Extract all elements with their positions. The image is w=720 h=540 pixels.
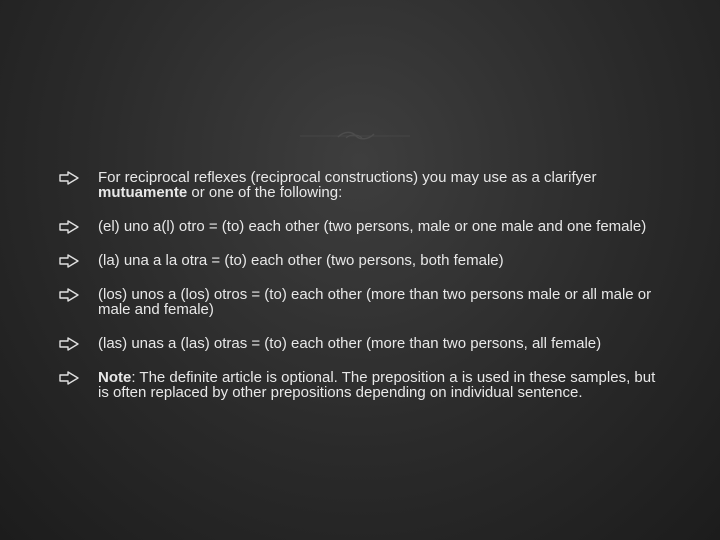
bullet-text: (la) una a la otra = (to) each other (two persons, both female): [98, 252, 504, 269]
bullet-text: (los) unos a (los) otros = (to) each other (more than two persons male or all male or male and female): [98, 286, 652, 318]
hollow-arrow-bullet-icon: [58, 371, 80, 385]
bullet-item-clarifyer: [58, 170, 658, 200]
bullet-bold-term: mutuamente: [98, 184, 188, 201]
hollow-arrow-bullet-icon: [58, 288, 80, 302]
hollow-arrow-bullet-icon: [58, 171, 80, 185]
title-ornament-divider: [300, 128, 410, 142]
bullet-text: For reciprocal reflexes (reciprocal constructions) you may use as a clarifyer: [98, 169, 597, 186]
bullet-item-las-unas: [58, 336, 658, 351]
bullet-item-note: [58, 370, 658, 400]
bullet-text-tail: or one of the following:: [187, 184, 343, 201]
bullet-text: (las) unas a (las) otras = (to) each other (more than two persons, all female): [98, 335, 602, 352]
bullet-text-tail: : The definite article is optional. The preposition a is used in these samples, but is often replaced by other prepositions depending on individual sentence.: [98, 369, 656, 401]
bullet-text: (el) uno a(l) otro = (to) each other (two persons, male or one male and one female): [98, 218, 647, 235]
note-label: Note: [98, 369, 132, 386]
bullet-item-los-unos: [58, 287, 658, 317]
bullet-item-el-uno: [58, 219, 658, 234]
bullet-list: [58, 170, 658, 419]
hollow-arrow-bullet-icon: [58, 254, 80, 268]
bullet-item-la-una: [58, 253, 658, 268]
hollow-arrow-bullet-icon: [58, 220, 80, 234]
hollow-arrow-bullet-icon: [58, 337, 80, 351]
